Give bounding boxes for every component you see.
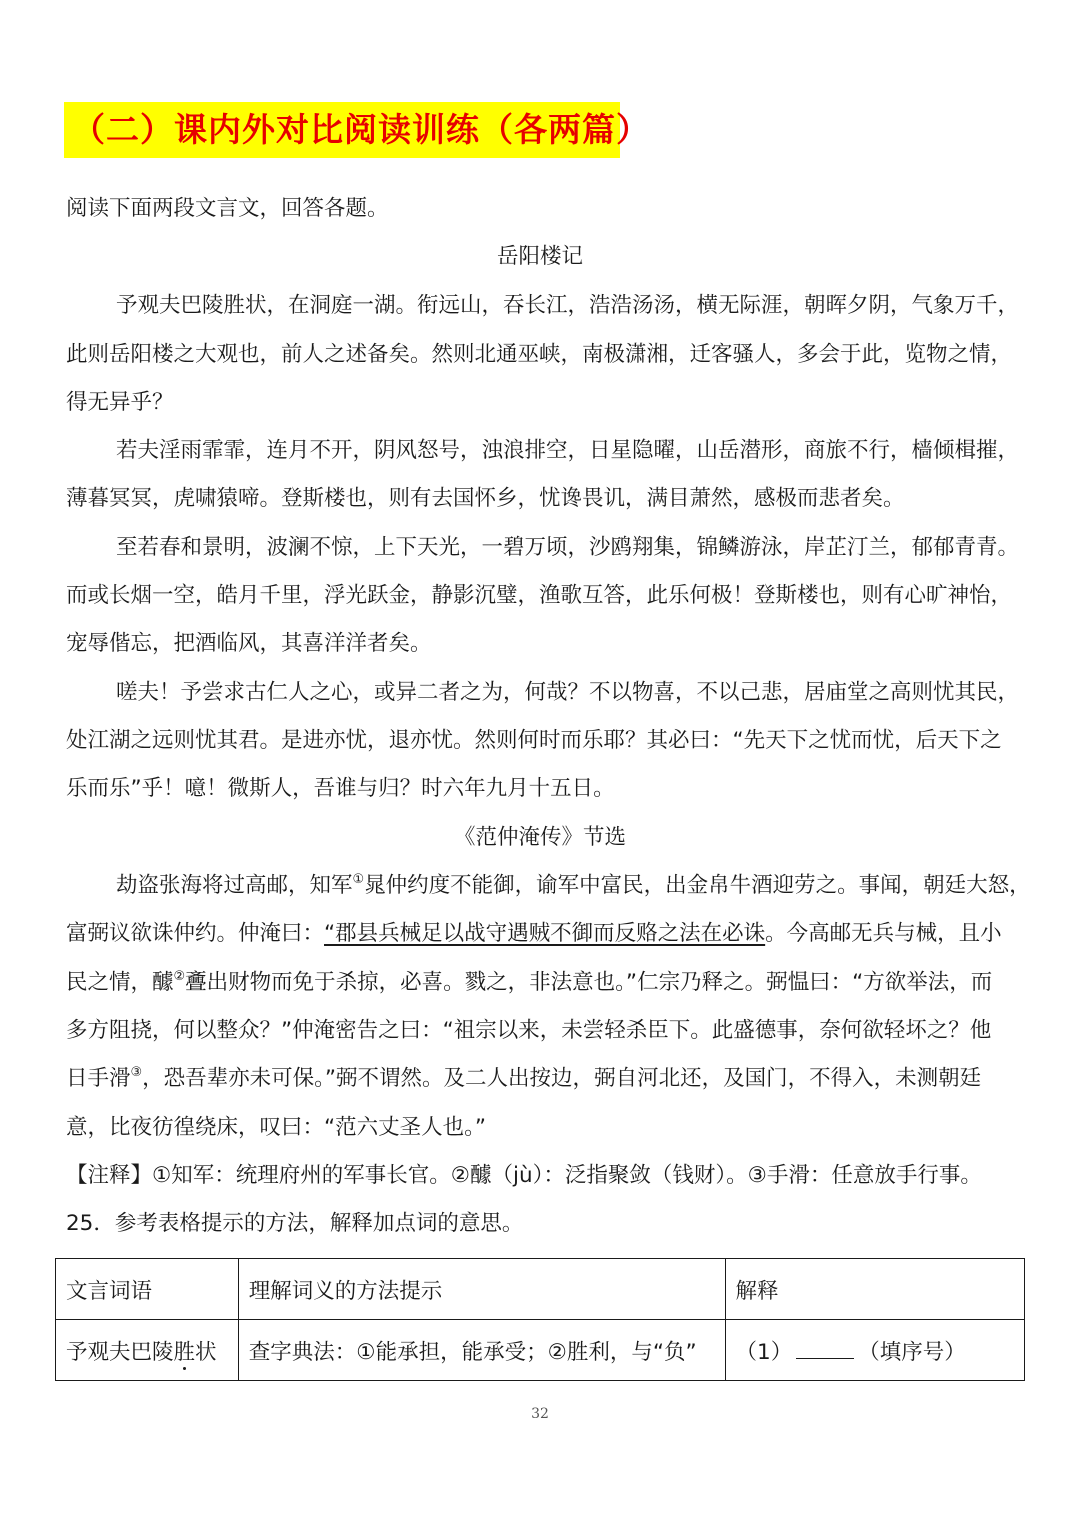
word-text-pre: 予观夫巴陵 <box>66 1339 174 1365</box>
answer-hint: （填序号） <box>858 1339 966 1365</box>
section-title: （二）课内外对比阅读训练（各两篇） <box>64 102 620 158</box>
text1-p1-line3: 得无异乎？ <box>66 390 174 415</box>
text2-line3 <box>66 959 1016 1007</box>
answer-blank[interactable] <box>796 1340 854 1359</box>
text1-p3-line3: 宠辱偕忘，把酒临风，其喜洋洋者矣。 <box>66 631 432 656</box>
text2-line3-a: 民之情，醵 <box>66 970 174 995</box>
text1-p2-line2: 薄暮冥冥，虎啸猿啼。登斯楼也，则有去国怀乡，忧谗畏讥，满目萧然，感极而悲者矣。 <box>66 486 905 511</box>
text1-p4-line3: 乐而乐”乎！噫！微斯人，吾谁与归？时六年九月十五日。 <box>66 776 615 801</box>
table-row <box>56 1320 1025 1381</box>
underlined-sentence: “郡县兵械足以战守遇贼不御而反赂之法在必诛 <box>324 921 766 946</box>
annotation-notes: 【注释】①知军：统理府州的军事长官。②醵（jù）：泛指聚敛（钱财）。③手滑：任意放手行事。 <box>66 1163 982 1188</box>
question-25: 25．参考表格提示的方法，解释加点词的意思。 <box>66 1211 524 1236</box>
header-word: 文言词语 <box>56 1259 239 1320</box>
text2-line5 <box>66 1055 1016 1103</box>
answer-number: （1） <box>735 1339 793 1365</box>
text1-p1-line1: 予观夫巴陵胜状，在洞庭一湖。衔远山，吞长江，浩浩汤汤，横无际涯，朝晖夕阴，气象万千， <box>116 293 1020 318</box>
text2-line3-b: 斖出财物而免于杀掠，必喜。戮之，非法意也。”仁宗乃释之。弼愠曰：“方欲举法，而 <box>185 970 993 995</box>
text1-title: 岳阳楼记 <box>496 244 583 269</box>
dotted-char: 胜 <box>174 1335 196 1366</box>
footnote-marker-2: ② <box>173 969 186 984</box>
text2-line5-b: ，恐吾辈亦未可保。”弼不谓然。及二人出按边，弼自河北还，及国门，不得入，未测朝廷 <box>142 1066 982 1091</box>
text2-line2 <box>66 910 1016 958</box>
text1-p3-line1: 至若春和景明，波澜不惊，上下天光，一碧万顷，沙鸥翔集，锦鳞游泳，岸芷汀兰，郁郁青青。 <box>116 535 1020 560</box>
text2-line1-a: 劫盗张海将过高邮，知军 <box>116 873 353 898</box>
instruction: 阅读下面两段文言文，回答各题。 <box>66 196 389 221</box>
footnote-marker-3: ③ <box>130 1065 143 1080</box>
text2-line1-b: 晁仲约度不能御，谕军中富民，出金帛牛酒迎劳之。事闻，朝廷大怒， <box>364 873 1031 898</box>
word-text-post: 状 <box>195 1339 217 1365</box>
text2-line1 <box>66 862 1031 910</box>
text2-line2-a: 富弼议欲诛仲约。仲淹曰： <box>66 921 325 946</box>
header-method: 理解词义的方法提示 <box>238 1259 725 1320</box>
text2-line4: 多方阻挠，何以整众？”仲淹密告之曰：“祖宗以来，未尝轻杀臣下。此盛德事，奈何欲轻坏之？他 <box>66 1018 992 1043</box>
page-number: 32 <box>531 1406 549 1422</box>
footnote-marker-1: ① <box>352 872 365 887</box>
text1-p4-line1: 嗟夫！予尝求古仁人之心，或异二者之为，何哉？不以物喜，不以己悲，居庙堂之高则忧其民， <box>116 680 1020 705</box>
cell-answer <box>725 1320 1024 1381</box>
text2-line6: 意，比夜彷徨绕床，叹曰：“范六丈圣人也。” <box>66 1115 487 1140</box>
cell-word <box>56 1320 239 1381</box>
vocab-table <box>55 1258 1025 1381</box>
table-header-row <box>56 1259 1025 1320</box>
text2-line2-b: 。今高邮无兵与械，且小 <box>765 921 1002 946</box>
text1-p2-line1: 若夫淫雨霏霏，连月不开，阴风怒号，浊浪排空，日星隐曜，山岳潜形，商旅不行，樯倾楫摧， <box>116 438 1020 463</box>
text1-p1-line2: 此则岳阳楼之大观也，前人之述备矣。然则北通巫峡，南极潇湘，迁客骚人，多会于此，览物之情， <box>66 342 1013 367</box>
text2-title: 《范仲淹传》节选 <box>453 825 626 850</box>
cell-method: 查字典法：①能承担，能承受；②胜利，与“负” <box>238 1320 725 1381</box>
header-explanation: 解释 <box>725 1259 1024 1320</box>
text1-p4-line2: 处江湖之远则忧其君。是进亦忧，退亦忧。然则何时而乐耶？其必曰：“先天下之忧而忧，后天下之 <box>66 728 1002 753</box>
text2-line5-a: 日手滑 <box>66 1066 131 1091</box>
text1-p3-line2: 而或长烟一空，皓月千里，浮光跃金，静影沉璧，渔歌互答，此乐何极！登斯楼也，则有心旷神怡， <box>66 583 1013 608</box>
